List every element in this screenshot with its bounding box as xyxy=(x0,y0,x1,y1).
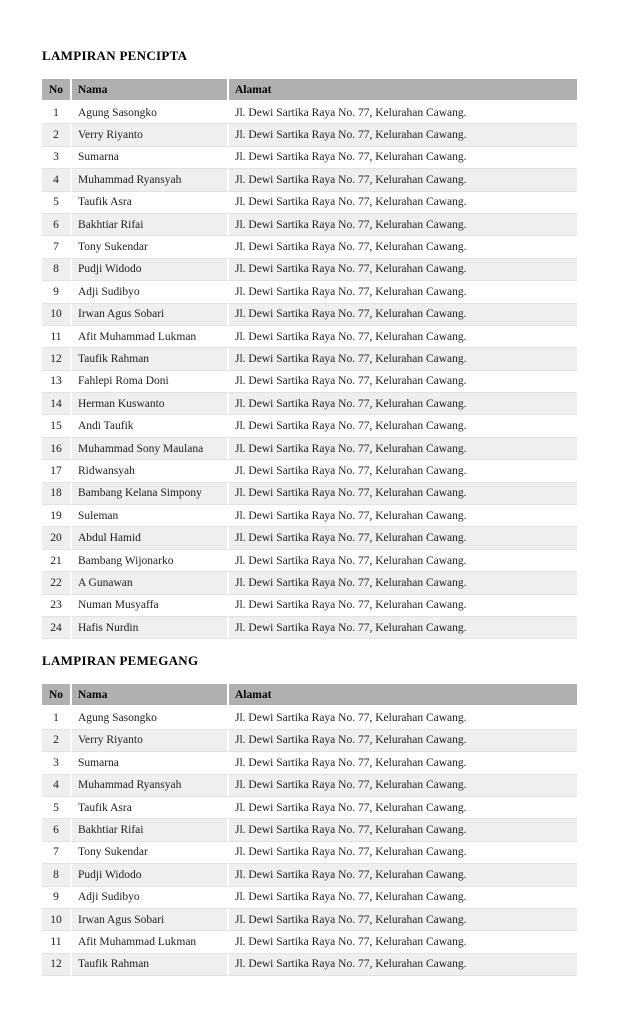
table-row xyxy=(42,236,577,258)
cell-alamat: Jl. Dewi Sartika Raya No. 77, Kelurahan Cawang. xyxy=(229,102,577,124)
cell-alamat: Jl. Dewi Sartika Raya No. 77, Kelurahan Cawang. xyxy=(229,348,577,370)
cell-alamat: Jl. Dewi Sartika Raya No. 77, Kelurahan Cawang. xyxy=(229,326,577,348)
cell-no: 21 xyxy=(42,550,72,572)
cell-no: 11 xyxy=(42,931,72,953)
cell-no: 9 xyxy=(42,281,72,303)
cell-alamat: Jl. Dewi Sartika Raya No. 77, Kelurahan Cawang. xyxy=(229,169,577,191)
table-row xyxy=(42,393,577,415)
cell-no: 16 xyxy=(42,438,72,460)
cell-nama: Taufik Rahman xyxy=(72,954,229,976)
cell-no: 8 xyxy=(42,864,72,886)
table-row xyxy=(42,371,577,393)
table-row xyxy=(42,775,577,797)
cell-nama: Pudji Widodo xyxy=(72,259,229,281)
cell-no: 11 xyxy=(42,326,72,348)
cell-nama: Verry Riyanto xyxy=(72,124,229,146)
cell-alamat: Jl. Dewi Sartika Raya No. 77, Kelurahan Cawang. xyxy=(229,819,577,841)
section-lampiran-pemegang xyxy=(42,653,577,976)
table-row xyxy=(42,192,577,214)
table-row xyxy=(42,460,577,482)
cell-nama: Fahlepi Roma Doni xyxy=(72,371,229,393)
cell-nama: Agung Sasongko xyxy=(72,707,229,729)
cell-nama: Ridwansyah xyxy=(72,460,229,482)
cell-nama: Sumarna xyxy=(72,752,229,774)
cell-no: 5 xyxy=(42,192,72,214)
cell-nama: Hafis Nurdin xyxy=(72,617,229,639)
cell-no: 7 xyxy=(42,842,72,864)
table-row xyxy=(42,707,577,729)
cell-alamat: Jl. Dewi Sartika Raya No. 77, Kelurahan Cawang. xyxy=(229,931,577,953)
cell-nama: Verry Riyanto xyxy=(72,730,229,752)
cell-no: 9 xyxy=(42,887,72,909)
cell-nama: Bakhtiar Rifai xyxy=(72,214,229,236)
table-row xyxy=(42,595,577,617)
column-header-alamat: Alamat xyxy=(229,79,577,102)
cell-no: 14 xyxy=(42,393,72,415)
section-title-pemegang: LAMPIRAN PEMEGANG xyxy=(42,653,199,669)
cell-no: 4 xyxy=(42,169,72,191)
cell-alamat: Jl. Dewi Sartika Raya No. 77, Kelurahan Cawang. xyxy=(229,505,577,527)
cell-alamat: Jl. Dewi Sartika Raya No. 77, Kelurahan Cawang. xyxy=(229,371,577,393)
cell-alamat: Jl. Dewi Sartika Raya No. 77, Kelurahan Cawang. xyxy=(229,954,577,976)
table-header-row xyxy=(42,684,577,707)
cell-alamat: Jl. Dewi Sartika Raya No. 77, Kelurahan Cawang. xyxy=(229,572,577,594)
section-title-pencipta: LAMPIRAN PENCIPTA xyxy=(42,48,188,63)
cell-nama: Herman Kuswanto xyxy=(72,393,229,415)
cell-alamat: Jl. Dewi Sartika Raya No. 77, Kelurahan Cawang. xyxy=(229,617,577,639)
cell-nama: Bambang Wijonarko xyxy=(72,550,229,572)
cell-no: 12 xyxy=(42,348,72,370)
cell-alamat: Jl. Dewi Sartika Raya No. 77, Kelurahan Cawang. xyxy=(229,236,577,258)
table-row xyxy=(42,415,577,437)
cell-no: 10 xyxy=(42,304,72,326)
cell-no: 18 xyxy=(42,483,72,505)
cell-alamat: Jl. Dewi Sartika Raya No. 77, Kelurahan Cawang. xyxy=(229,415,577,437)
cell-nama: Bakhtiar Rifai xyxy=(72,819,229,841)
cell-no: 20 xyxy=(42,527,72,549)
table-row xyxy=(42,730,577,752)
cell-no: 8 xyxy=(42,259,72,281)
table-row xyxy=(42,909,577,931)
cell-no: 5 xyxy=(42,797,72,819)
table-row xyxy=(42,147,577,169)
cell-no: 6 xyxy=(42,214,72,236)
cell-nama: Sumarna xyxy=(72,147,229,169)
cell-alamat: Jl. Dewi Sartika Raya No. 77, Kelurahan Cawang. xyxy=(229,147,577,169)
cell-alamat: Jl. Dewi Sartika Raya No. 77, Kelurahan Cawang. xyxy=(229,797,577,819)
cell-no: 7 xyxy=(42,236,72,258)
table-row xyxy=(42,326,577,348)
cell-no: 19 xyxy=(42,505,72,527)
cell-nama: Adji Sudibyo xyxy=(72,887,229,909)
cell-nama: Irwan Agus Sobari xyxy=(72,304,229,326)
cell-alamat: Jl. Dewi Sartika Raya No. 77, Kelurahan Cawang. xyxy=(229,304,577,326)
cell-alamat: Jl. Dewi Sartika Raya No. 77, Kelurahan Cawang. xyxy=(229,909,577,931)
cell-nama: Tony Sukendar xyxy=(72,842,229,864)
cell-no: 15 xyxy=(42,415,72,437)
table-row xyxy=(42,931,577,953)
cell-no: 23 xyxy=(42,595,72,617)
table-row xyxy=(42,572,577,594)
cell-nama: Muhammad Ryansyah xyxy=(72,169,229,191)
cell-no: 2 xyxy=(42,124,72,146)
cell-no: 3 xyxy=(42,147,72,169)
pencipta-table xyxy=(42,79,577,639)
cell-nama: Taufik Asra xyxy=(72,797,229,819)
cell-no: 12 xyxy=(42,954,72,976)
table-row xyxy=(42,505,577,527)
column-header-nama: Nama xyxy=(72,79,229,102)
table-row xyxy=(42,169,577,191)
table-row xyxy=(42,887,577,909)
column-header-no: No xyxy=(42,79,72,102)
cell-no: 4 xyxy=(42,775,72,797)
cell-nama: Tony Sukendar xyxy=(72,236,229,258)
cell-no: 10 xyxy=(42,909,72,931)
pencipta-table-body xyxy=(42,102,577,639)
cell-alamat: Jl. Dewi Sartika Raya No. 77, Kelurahan Cawang. xyxy=(229,124,577,146)
table-row xyxy=(42,124,577,146)
cell-nama: Muhammad Sony Maulana xyxy=(72,438,229,460)
cell-alamat: Jl. Dewi Sartika Raya No. 77, Kelurahan Cawang. xyxy=(229,775,577,797)
cell-no: 6 xyxy=(42,819,72,841)
table-row xyxy=(42,550,577,572)
cell-nama: Irwan Agus Sobari xyxy=(72,909,229,931)
cell-nama: A Gunawan xyxy=(72,572,229,594)
cell-alamat: Jl. Dewi Sartika Raya No. 77, Kelurahan Cawang. xyxy=(229,887,577,909)
cell-nama: Taufik Rahman xyxy=(72,348,229,370)
cell-no: 1 xyxy=(42,707,72,729)
table-row xyxy=(42,438,577,460)
table-row xyxy=(42,527,577,549)
table-row xyxy=(42,954,577,976)
cell-alamat: Jl. Dewi Sartika Raya No. 77, Kelurahan Cawang. xyxy=(229,259,577,281)
cell-nama: Pudji Widodo xyxy=(72,864,229,886)
section-lampiran-pencipta xyxy=(42,48,577,639)
cell-alamat: Jl. Dewi Sartika Raya No. 77, Kelurahan Cawang. xyxy=(229,864,577,886)
cell-nama: Afit Muhammad Lukman xyxy=(72,931,229,953)
cell-alamat: Jl. Dewi Sartika Raya No. 77, Kelurahan Cawang. xyxy=(229,595,577,617)
cell-nama: Muhammad Ryansyah xyxy=(72,775,229,797)
table-row xyxy=(42,304,577,326)
cell-alamat: Jl. Dewi Sartika Raya No. 77, Kelurahan Cawang. xyxy=(229,192,577,214)
table-row xyxy=(42,348,577,370)
cell-nama: Andi Taufik xyxy=(72,415,229,437)
table-row xyxy=(42,864,577,886)
column-header-no: No xyxy=(42,684,72,707)
cell-nama: Afit Muhammad Lukman xyxy=(72,326,229,348)
cell-nama: Bambang Kelana Simpony xyxy=(72,483,229,505)
cell-no: 17 xyxy=(42,460,72,482)
cell-alamat: Jl. Dewi Sartika Raya No. 77, Kelurahan Cawang. xyxy=(229,550,577,572)
cell-alamat: Jl. Dewi Sartika Raya No. 77, Kelurahan Cawang. xyxy=(229,730,577,752)
cell-alamat: Jl. Dewi Sartika Raya No. 77, Kelurahan Cawang. xyxy=(229,460,577,482)
cell-alamat: Jl. Dewi Sartika Raya No. 77, Kelurahan Cawang. xyxy=(229,393,577,415)
cell-no: 3 xyxy=(42,752,72,774)
cell-nama: Agung Sasongko xyxy=(72,102,229,124)
cell-nama: Suleman xyxy=(72,505,229,527)
cell-alamat: Jl. Dewi Sartika Raya No. 77, Kelurahan Cawang. xyxy=(229,483,577,505)
cell-alamat: Jl. Dewi Sartika Raya No. 77, Kelurahan Cawang. xyxy=(229,281,577,303)
column-header-nama: Nama xyxy=(72,684,229,707)
cell-nama: Taufik Asra xyxy=(72,192,229,214)
table-row xyxy=(42,842,577,864)
cell-no: 24 xyxy=(42,617,72,639)
column-header-alamat: Alamat xyxy=(229,684,577,707)
pemegang-table xyxy=(42,684,577,976)
cell-no: 22 xyxy=(42,572,72,594)
pemegang-table-body xyxy=(42,707,577,976)
table-row xyxy=(42,214,577,236)
table-row xyxy=(42,819,577,841)
table-row xyxy=(42,797,577,819)
cell-no: 2 xyxy=(42,730,72,752)
table-row xyxy=(42,102,577,124)
cell-alamat: Jl. Dewi Sartika Raya No. 77, Kelurahan Cawang. xyxy=(229,214,577,236)
table-row xyxy=(42,752,577,774)
cell-alamat: Jl. Dewi Sartika Raya No. 77, Kelurahan Cawang. xyxy=(229,842,577,864)
table-row xyxy=(42,617,577,639)
cell-nama: Numan Musyaffa xyxy=(72,595,229,617)
table-header-row xyxy=(42,79,577,102)
table-row xyxy=(42,259,577,281)
cell-nama: Abdul Hamid xyxy=(72,527,229,549)
table-row xyxy=(42,281,577,303)
cell-no: 13 xyxy=(42,371,72,393)
cell-alamat: Jl. Dewi Sartika Raya No. 77, Kelurahan Cawang. xyxy=(229,752,577,774)
cell-alamat: Jl. Dewi Sartika Raya No. 77, Kelurahan Cawang. xyxy=(229,707,577,729)
cell-nama: Adji Sudibyo xyxy=(72,281,229,303)
table-row xyxy=(42,483,577,505)
cell-alamat: Jl. Dewi Sartika Raya No. 77, Kelurahan Cawang. xyxy=(229,527,577,549)
cell-alamat: Jl. Dewi Sartika Raya No. 77, Kelurahan Cawang. xyxy=(229,438,577,460)
cell-no: 1 xyxy=(42,102,72,124)
